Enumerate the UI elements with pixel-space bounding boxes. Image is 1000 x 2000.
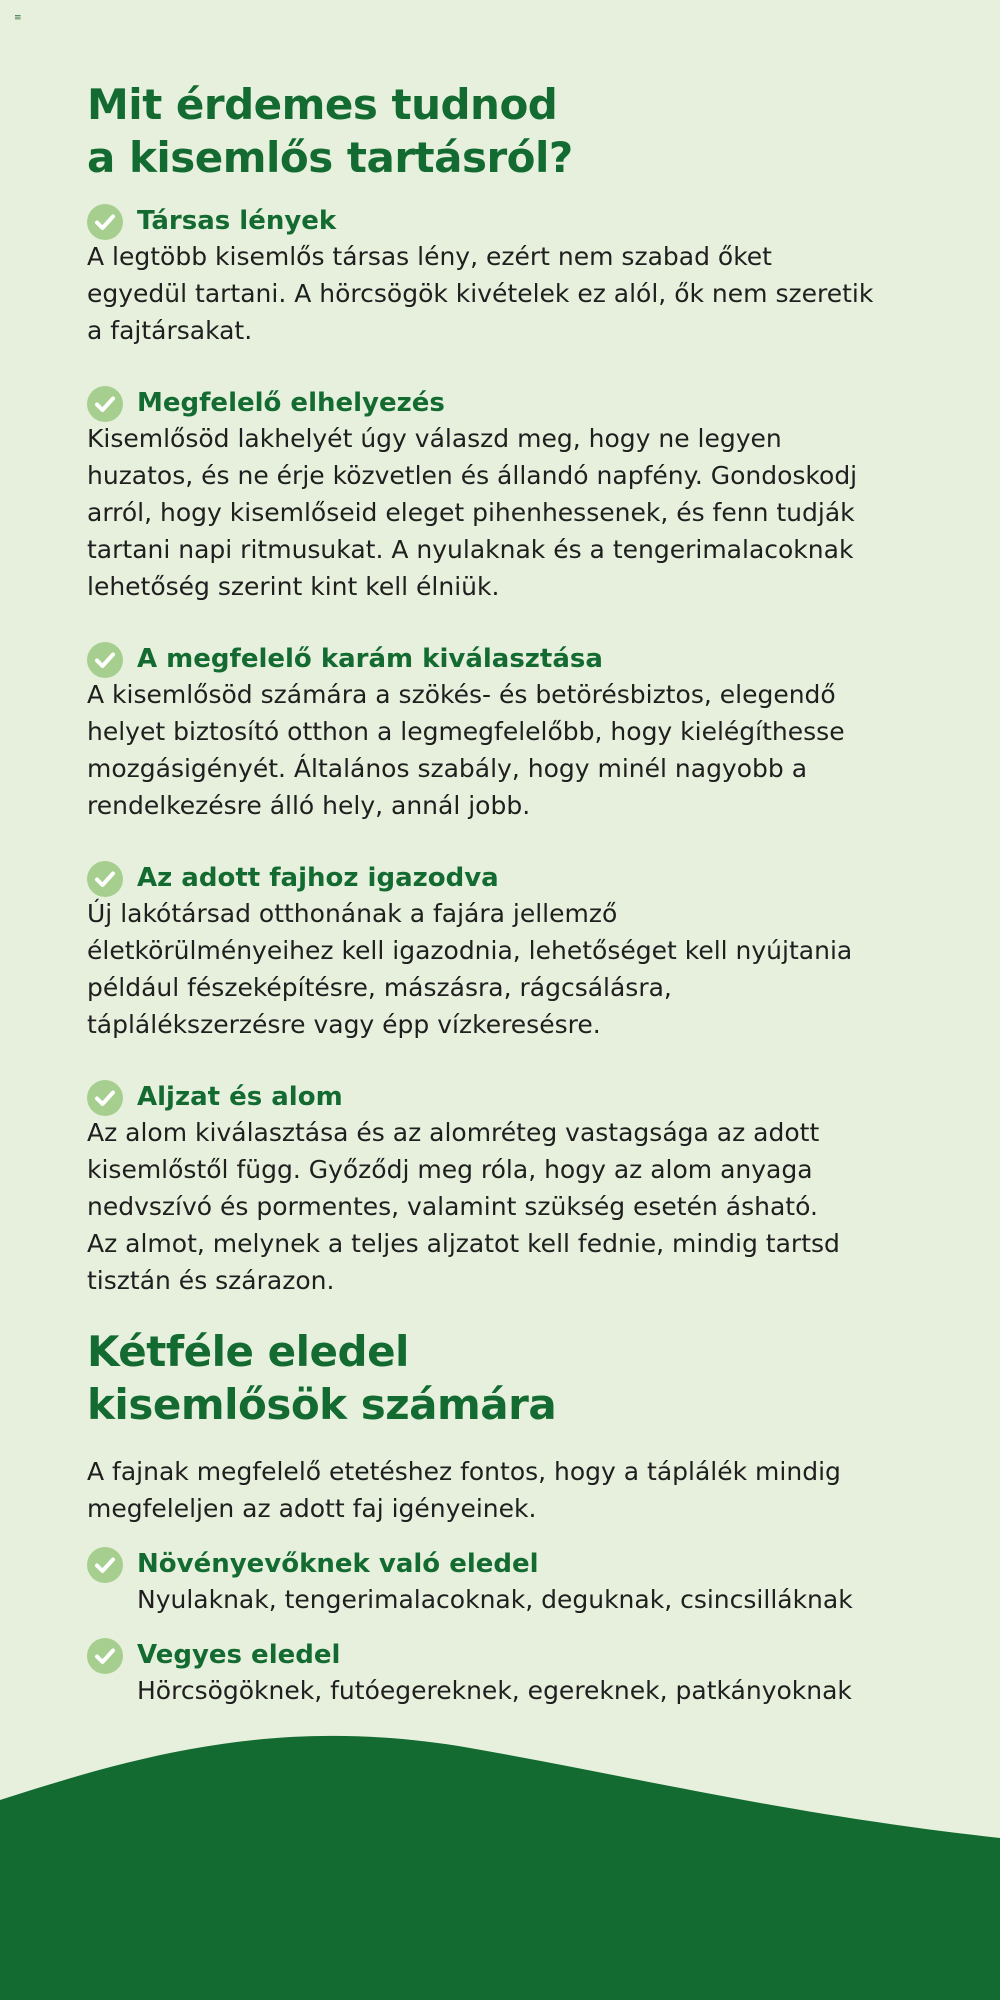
section-title: A megfelelő karám kiválasztása xyxy=(137,644,603,674)
checkmark-icon xyxy=(87,386,123,422)
section-enclosure xyxy=(87,642,967,824)
section-title: Társas lények xyxy=(137,206,337,236)
food-item-herbivore xyxy=(87,1547,967,1618)
corner-menu-icon: ≡ xyxy=(14,13,22,23)
body-line: egyedül tartani. A hörcsögök kivételek ez alól, ők nem szeretik xyxy=(87,279,874,308)
section-title: Az adott fajhoz igazodva xyxy=(137,863,499,893)
food-item-title: Vegyes eledel xyxy=(137,1640,341,1670)
food-item-title: Növényevőknek való eledel xyxy=(137,1549,539,1579)
body-line: nedvszívó és pormentes, valamint szükség esetén ásható. xyxy=(87,1192,818,1221)
checkmark-icon xyxy=(87,1638,123,1674)
checkmark-icon xyxy=(87,642,123,678)
intro-line: megfeleljen az adott faj igényeinek. xyxy=(87,1494,537,1523)
checkmark-icon xyxy=(87,204,123,240)
article xyxy=(87,78,967,1709)
body-line: Az alom kiválasztása és az alomréteg vastagsága az adott xyxy=(87,1118,820,1147)
body-line: A legtöbb kisemlős társas lény, ezért nem szabad őket xyxy=(87,242,772,271)
intro-line: A fajnak megfelelő etetéshez fontos, hogy a táplálék mindig xyxy=(87,1457,841,1486)
heading-line: Mit érdemes tudnod xyxy=(87,80,558,129)
food-item-body: Hörcsögöknek, futóegereknek, egereknek, patkányoknak xyxy=(137,1676,852,1705)
body-line: huzatos, és ne érje közvetlen és állandó napfény. Gondoskodj xyxy=(87,461,858,490)
heading-line: Kétféle eledel xyxy=(87,1327,409,1376)
body-line: arról, hogy kisemlőseid eleget pihenhessenek, és fenn tudják xyxy=(87,498,855,527)
body-line: Új lakótársad otthonának a fajára jellemző xyxy=(87,899,618,928)
body-line: táplálékszerzésre vagy épp vízkeresésre. xyxy=(87,1010,601,1039)
body-line: például fészeképítésre, mászásra, rágcsálásra, xyxy=(87,973,672,1002)
heading-line: kisemlősök számára xyxy=(87,1380,557,1429)
heading-two-food-types xyxy=(87,1325,967,1431)
body-line: rendelkezésre álló hely, annál jobb. xyxy=(87,791,531,820)
heading-keeping-info xyxy=(87,78,967,184)
food-item-body: Nyulaknak, tengerimalacoknak, deguknak, csincsilláknak xyxy=(137,1585,853,1614)
body-line: Kisemlősöd lakhelyét úgy válaszd meg, hogy ne legyen xyxy=(87,424,782,453)
section-title: Megfelelő elhelyezés xyxy=(137,388,445,418)
heading-line: a kisemlős tartásról? xyxy=(87,133,573,182)
checkmark-icon xyxy=(87,1080,123,1116)
checkmark-icon xyxy=(87,861,123,897)
section-social-animals xyxy=(87,204,967,349)
body-line: mozgásigényét. Általános szabály, hogy minél nagyobb a xyxy=(87,754,808,783)
body-line: a fajtársakat. xyxy=(87,316,253,345)
food-item-mixed xyxy=(87,1638,967,1709)
food-intro xyxy=(87,1453,967,1527)
body-line: A kisemlősöd számára a szökés- és betörésbiztos, elegendő xyxy=(87,680,836,709)
section-bedding xyxy=(87,1080,967,1299)
green-wave-footer xyxy=(0,1720,1000,2000)
section-body xyxy=(87,895,967,1043)
body-line: helyet biztosító otthon a legmegfelelőbb, hogy kielégíthesse xyxy=(87,717,845,746)
body-line: lehetőség szerint kint kell élniük. xyxy=(87,572,500,601)
section-title: Aljzat és alom xyxy=(137,1082,343,1112)
section-body xyxy=(87,238,967,349)
body-line: tartani napi ritmusukat. A nyulaknak és a tengerimalacoknak xyxy=(87,535,854,564)
section-species-adapted xyxy=(87,861,967,1043)
section-body xyxy=(87,420,967,605)
body-line: Az almot, melynek a teljes aljzatot kell fednie, mindig tartsd xyxy=(87,1229,840,1258)
body-line: életkörülményeihez kell igazodnia, lehetőséget kell nyújtania xyxy=(87,936,853,965)
section-placement xyxy=(87,386,967,605)
body-line: kisemlőstől függ. Győződj meg róla, hogy az alom anyaga xyxy=(87,1155,813,1184)
checkmark-icon xyxy=(87,1547,123,1583)
section-body xyxy=(87,1114,967,1299)
body-line: tisztán és szárazon. xyxy=(87,1266,335,1295)
section-body xyxy=(87,676,967,824)
